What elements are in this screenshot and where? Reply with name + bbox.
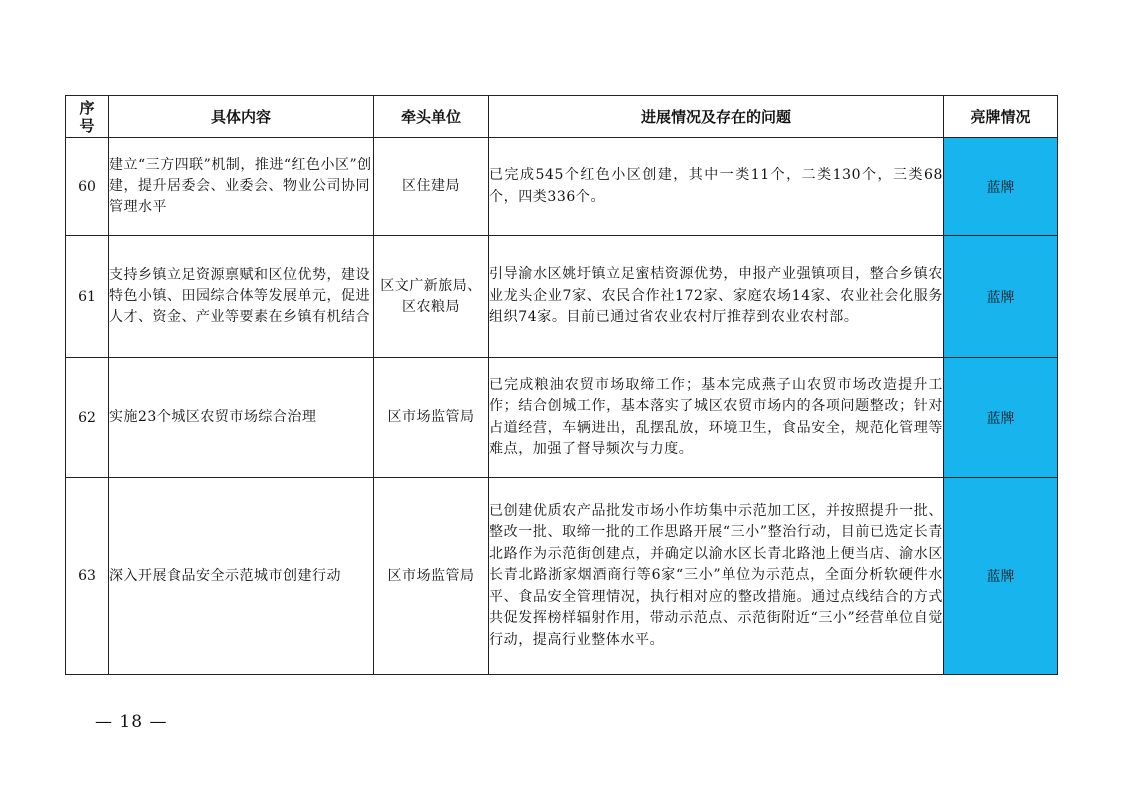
- header-index-line1: 序: [79, 98, 95, 117]
- row-rating-badge: 蓝牌: [944, 138, 1058, 236]
- row-rating-badge: 蓝牌: [944, 236, 1058, 358]
- row-content: 深入开展食品安全示范城市创建行动: [109, 478, 374, 675]
- row-lead-unit: 区市场监管局: [374, 358, 489, 478]
- header-rating: 亮牌情况: [944, 96, 1058, 138]
- work-progress-table: [65, 95, 1058, 675]
- header-index-line2: 号: [79, 116, 95, 135]
- row-lead-unit: 区文广新旅局、区农粮局: [374, 236, 489, 358]
- row-content: 支持乡镇立足资源禀赋和区位优势，建设特色小镇、田园综合体等发展单元，促进人才、资金、产业等要素在乡镇有机结合: [109, 236, 374, 358]
- table-header-row: [66, 96, 1058, 138]
- header-lead-unit: 牵头单位: [374, 96, 489, 138]
- header-index: [66, 96, 109, 138]
- table-row: [66, 236, 1058, 358]
- row-progress: 引导渝水区姚圩镇立足蜜桔资源优势，申报产业强镇项目，整合乡镇农业龙头企业7家、农民合作社172家、家庭农场14家、农业社会化服务组织74家。目前已通过省农业农村厅推荐到农业农村部。: [489, 236, 944, 358]
- row-index: 61: [66, 236, 109, 358]
- page-number: — 18 —: [95, 712, 168, 732]
- header-content: 具体内容: [109, 96, 374, 138]
- row-rating-badge: 蓝牌: [944, 478, 1058, 675]
- row-progress: 已完成粮油农贸市场取缔工作；基本完成燕子山农贸市场改造提升工作；结合创城工作，基本落实了城区农贸市场内的各项问题整改；针对占道经营，车辆进出，乱摆乱放，环境卫生，食品安全，规范化管理等难点，加强了督导频次与力度。: [489, 358, 944, 478]
- row-content: 实施23个城区农贸市场综合治理: [109, 358, 374, 478]
- table-row: [66, 478, 1058, 675]
- row-lead-unit: 区市场监管局: [374, 478, 489, 675]
- row-index: 60: [66, 138, 109, 236]
- row-index: 62: [66, 358, 109, 478]
- table-row: [66, 138, 1058, 236]
- row-rating-badge: 蓝牌: [944, 358, 1058, 478]
- header-progress: 进展情况及存在的问题: [489, 96, 944, 138]
- row-progress: 已完成545个红色小区创建，其中一类11个，二类130个，三类68个，四类336个。: [489, 138, 944, 236]
- row-index: 63: [66, 478, 109, 675]
- row-progress: 已创建优质农产品批发市场小作坊集中示范加工区，并按照提升一批、整改一批、取缔一批的工作思路开展“三小”整治行动，目前已选定长青北路作为示范街创建点，并确定以渝水区长青北路池上便当店、渝水区长青北路浙家烟酒商行等6家“三小”单位为示范点，全面分析软硬件水平、食品安全管理情况，执行相对应的整改措施。通过点线结合的方式共促发挥榜样辐射作用，带动示范点、示范街附近“三小”经营单位自觉行动，提高行业整体水平。: [489, 478, 944, 675]
- row-content: 建立“三方四联”机制，推进“红色小区”创建，提升居委会、业委会、物业公司协同管理水平: [109, 138, 374, 236]
- row-lead-unit: 区住建局: [374, 138, 489, 236]
- table-row: [66, 358, 1058, 478]
